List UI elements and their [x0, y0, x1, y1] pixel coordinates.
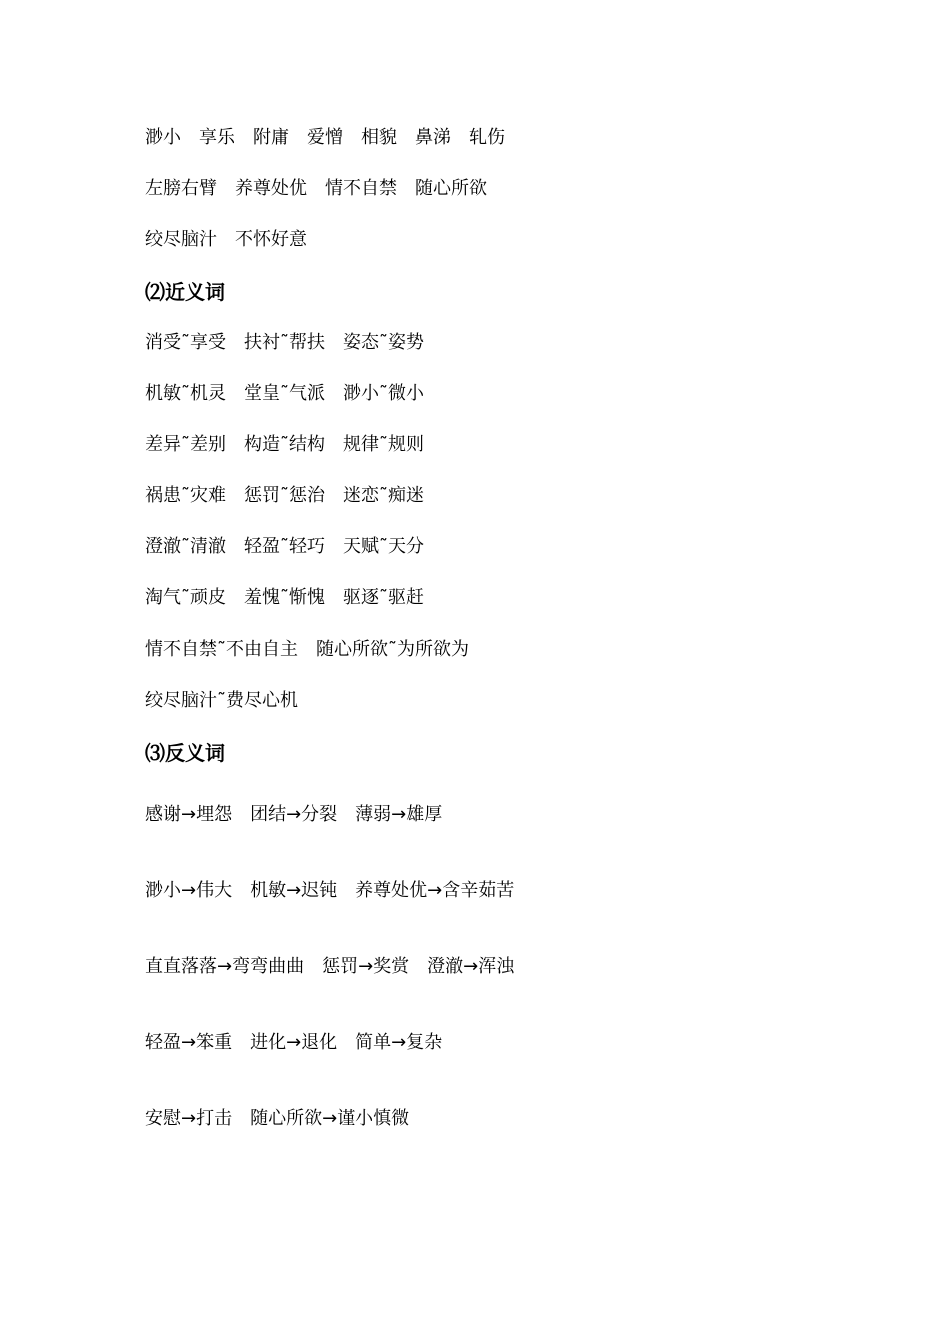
antonym-line: 轻盈→笨重 进化→退化 简单→复杂 — [145, 1032, 443, 1053]
synonyms-heading: ⑵近义词 — [145, 280, 225, 304]
antonym-line: 感谢→埋怨 团结→分裂 薄弱→雄厚 — [145, 804, 443, 825]
antonym-line: 渺小→伟大 机敏→迟钝 养尊处优→含辛茹苦 — [145, 880, 515, 901]
antonyms-heading: ⑶反义词 — [145, 741, 225, 765]
word-line: 左膀右臂 养尊处优 情不自禁 随心所欲 — [145, 178, 487, 199]
synonym-line: 澄澈˜清澈 轻盈˜轻巧 天赋˜天分 — [145, 536, 424, 557]
synonym-line: 绞尽脑汁˜费尽心机 — [145, 690, 298, 711]
word-line: 绞尽脑汁 不怀好意 — [145, 229, 307, 250]
synonym-line: 祸患˜灾难 惩罚˜惩治 迷恋˜痴迷 — [145, 485, 424, 506]
antonym-line: 安慰→打击 随心所欲→谨小慎微 — [145, 1108, 410, 1129]
synonym-line: 情不自禁˜不由自主 随心所欲˜为所欲为 — [145, 639, 469, 660]
synonym-line: 淘气˜顽皮 羞愧˜惭愧 驱逐˜驱赶 — [145, 587, 424, 608]
antonym-line: 直直落落→弯弯曲曲 惩罚→奖赏 澄澈→浑浊 — [145, 956, 515, 977]
word-line: 渺小 享乐 附庸 爱憎 相貌 鼻涕 轧伤 — [145, 127, 505, 148]
synonym-line: 消受˜享受 扶衬˜帮扶 姿态˜姿势 — [145, 332, 424, 353]
synonym-line: 差异˜差别 构造˜结构 规律˜规则 — [145, 434, 424, 455]
synonym-line: 机敏˜机灵 堂皇˜气派 渺小˜微小 — [145, 383, 424, 404]
